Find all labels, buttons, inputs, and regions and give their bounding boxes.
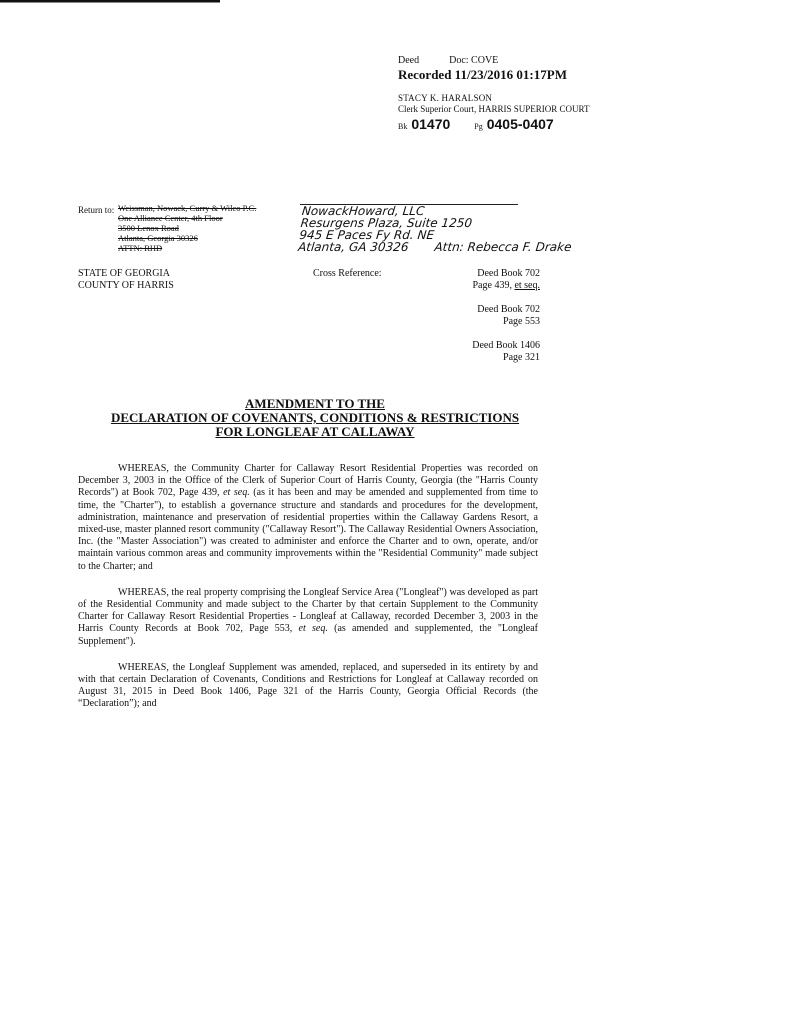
recital-paragraph-1: WHEREAS, the Community Charter for Callaway Resort Residential Properties was recorded on December 3, 2003 in the Office of the Clerk of Superior Court of Harris County, Georgia (the "Harris County Records") at Book 702, Page 439, et seq. (as it has been and may be amended and supplemented from time to time, the "Charter"), to establish a governance structure and standards and procedures for the development, administration, maintenance and preservation of residential properties within the Callaway Gardens Resort, a mixed-use, master planned resort community ("Callaway Resort"). The Callaway Residential Owners Association, Inc. (the "Master Association") was created to administer and enforce the Charter and to own, operate, and/or maintain various common areas and community improvements within the "Residential Community" made subject to the Charter; and <box>78 463 538 572</box>
page-label: Pg <box>474 122 483 131</box>
handwritten-line: Atlanta, GA 30326 Attn: Rebecca F. Drake <box>297 240 573 254</box>
handwritten-return-address <box>297 205 575 253</box>
cross-reference-list <box>440 268 540 376</box>
book-label: Bk <box>398 122 408 131</box>
scan-edge-line-shadow <box>0 2 220 3</box>
jurisdiction <box>78 268 174 292</box>
struck-line: Atlanta, Georgia 30326 <box>118 233 198 243</box>
recital-paragraph-2: WHEREAS, the real property comprising the Longleaf Service Area ("Longleaf") was developed as part of the Residential Community and made subject to the Charter by that certain Supplement to the Community Charter for Callaway Resort Residential Properties - Longleaf at Callaway, recorded December 3, 2003 in the Harris County Records at Book 702, Page 553, et seq. (as amended and supplemented, the "Longleaf Supplement"). <box>78 586 538 647</box>
title-line-1: AMENDMENT TO THE <box>245 396 385 411</box>
document-title <box>60 397 570 439</box>
cross-reference-item: Deed Book 702 Page 439, et seq. <box>472 268 540 291</box>
title-line-2: DECLARATION OF COVENANTS, CONDITIONS & RESTRICTIONS <box>110 410 520 425</box>
page-range: 0405-0407 <box>486 116 554 132</box>
book-page-line <box>398 116 638 132</box>
title-line-3: FOR LONGLEAF AT CALLAWAY <box>215 424 415 439</box>
handwritten-attn: Attn: Rebecca F. Drake <box>433 240 573 254</box>
doc-code: Doc: COVE <box>449 55 499 66</box>
struck-line: 3500 Lenox Road <box>118 223 179 233</box>
cross-reference-label: Cross Reference: <box>313 268 382 279</box>
clerk-title: Clerk Superior Court, HARRIS SUPERIOR COURT <box>398 104 590 114</box>
struck-line: Weissman, Nowack, Curry & Wilco P.C. <box>118 203 257 213</box>
struck-line: ATTN: RHD <box>118 243 163 253</box>
handwritten-line: Resurgens Plaza, Suite 1250 <box>299 216 473 230</box>
doc-type: Deed <box>398 55 420 66</box>
handwritten-line: 945 E Paces Fy Rd. NE <box>298 228 435 242</box>
cross-reference-item: Deed Book 1406 Page 321 <box>472 340 540 363</box>
stamp-doc-line <box>398 55 638 66</box>
recorded-timestamp: Recorded 11/23/2016 01:17PM <box>398 67 567 82</box>
document-body <box>78 463 538 725</box>
state-label: STATE OF GEORGIA <box>78 268 170 279</box>
struck-line: One Alliance Center, 4th Floor <box>118 213 223 223</box>
book-number: 01470 <box>411 116 451 132</box>
return-to-label: Return to: <box>78 205 115 215</box>
recital-paragraph-3: WHEREAS, the Longleaf Supplement was amended, replaced, and superseded in its entirety by and with that certain Declaration of Covenants, Conditions and Restrictions for Longleaf at Callaway recorded on August 31, 2015 in Deed Book 1406, Page 321 of the Harris County, Georgia Official Records (the “Declaration”); and <box>78 661 538 710</box>
struck-return-address <box>118 203 256 253</box>
clerk-name: STACY K. HARALSON <box>398 93 493 103</box>
cross-reference-item: Deed Book 702 Page 553 <box>477 304 540 327</box>
handwritten-line: NowackHoward, LLC <box>301 204 426 218</box>
county-label: COUNTY OF HARRIS <box>78 280 174 291</box>
recording-stamp <box>398 55 638 132</box>
